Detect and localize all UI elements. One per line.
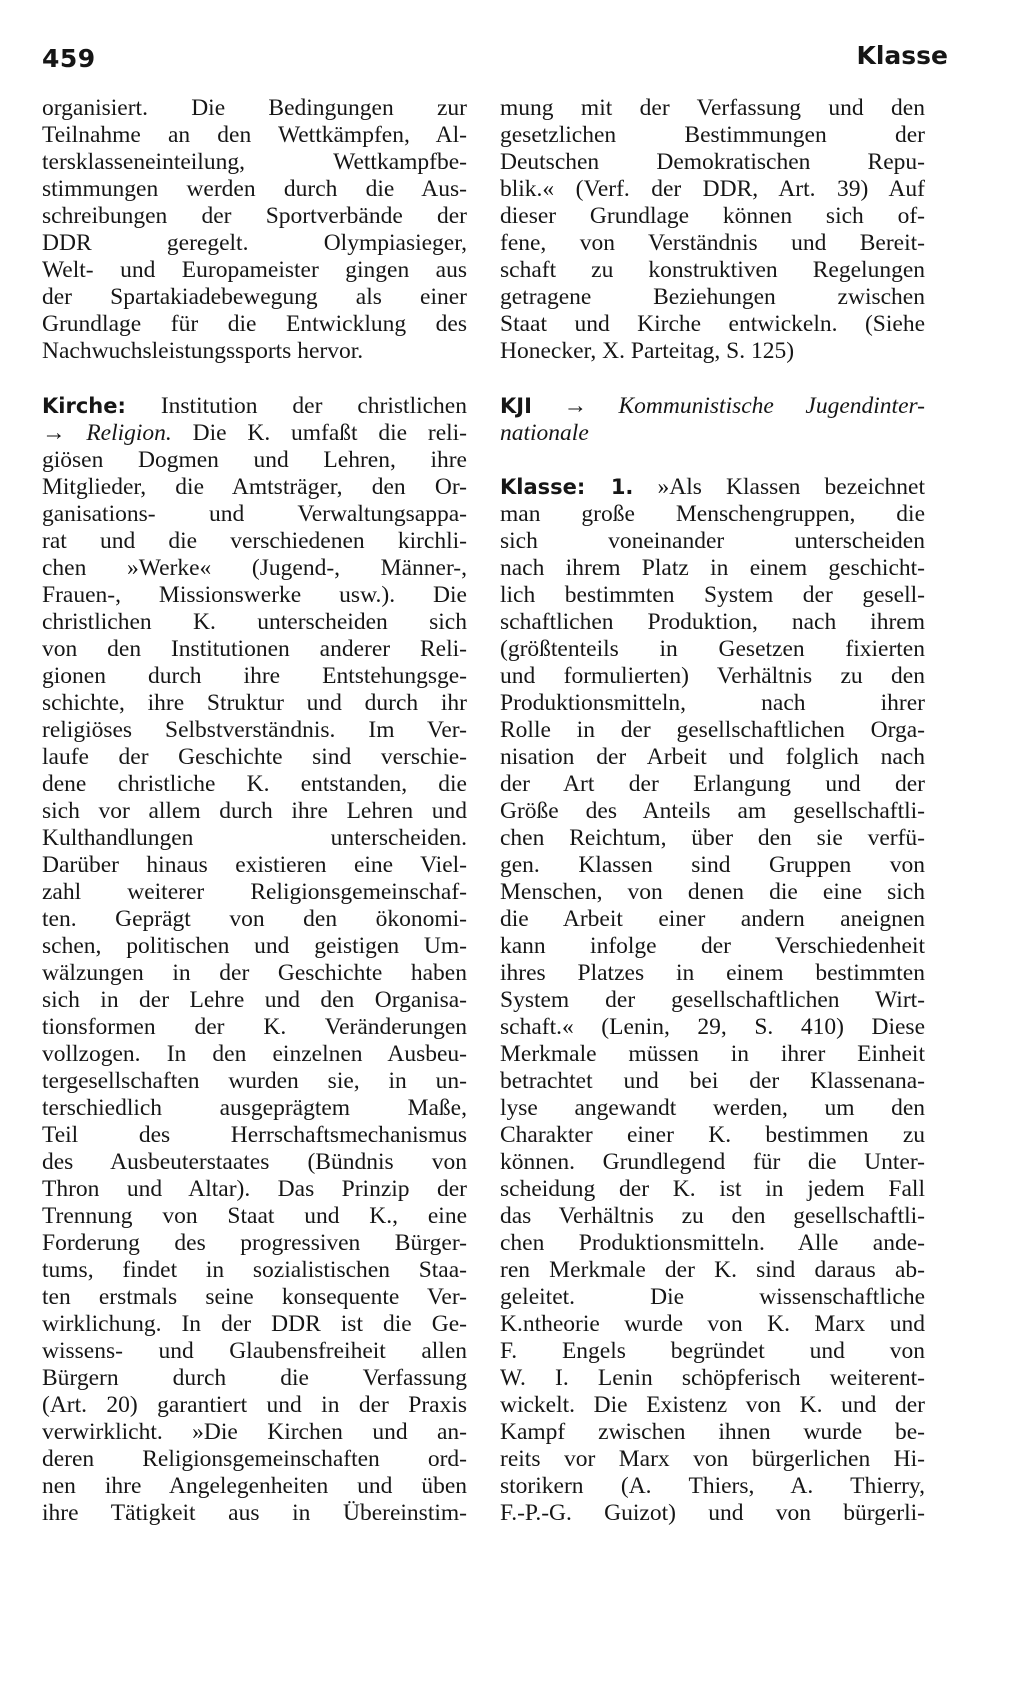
text-line: getragene Beziehungen zwischen [500, 284, 925, 310]
text-line: ihres Platzes in einem bestimmten [500, 960, 925, 986]
text-line: ihre Tätigkeit aus in Übereinstim- [42, 1499, 467, 1526]
text-line: nen ihre Angelegenheiten und üben [42, 1472, 467, 1499]
text-line: chen Produktionsmitteln. Alle ande- [500, 1230, 925, 1256]
text-line [42, 420, 467, 447]
text-line: Bürgern durch die Verfassung [42, 1364, 467, 1391]
text-line: Welt- und Europameister gingen aus [42, 257, 467, 283]
text-line: gen. Klassen sind Gruppen von [500, 852, 925, 878]
text-line: (Art. 20) garantiert und in der Praxis [42, 1391, 467, 1418]
text-line: Teil des Herrschaftsmechanismus [42, 1121, 467, 1148]
text-line: storikern (A. Thiers, A. Thierry, [500, 1473, 925, 1499]
right-column [500, 95, 925, 1527]
text-line: Staat und Kirche entwickeln. (Siehe [500, 311, 925, 337]
text-line: blik.« (Verf. der DDR, Art. 39) Auf [500, 176, 925, 202]
text-line: können. Grundlegend für die Unter- [500, 1149, 925, 1175]
text-line: Forderung des progressiven Bürger- [42, 1229, 467, 1256]
text-line: stimmungen werden durch die Aus- [42, 176, 467, 202]
text-line: sich in der Lehre und den Organisa- [42, 986, 467, 1013]
text-line: schaftlichen Produktion, nach ihrem [500, 609, 925, 635]
text-line: geleitet. Die wissenschaftliche [500, 1284, 925, 1310]
text-line: schaft zu konstruktiven Regelungen [500, 257, 925, 283]
text-line: zahl weiterer Religionsgemeinschaf- [42, 878, 467, 905]
text-line: DDR geregelt. Olympiasieger, [42, 230, 467, 256]
text-line: rat und die verschiedenen kirchli- [42, 527, 467, 554]
text-line: betrachtet und bei der Klassenana- [500, 1068, 925, 1094]
text-line: schichte, ihre Struktur und durch ihr [42, 689, 467, 716]
text-line: religiöses Selbstverständnis. Im Ver- [42, 716, 467, 743]
left-column [42, 95, 467, 1527]
text-line: chen »Werke« (Jugend-, Männer-, [42, 554, 467, 581]
text-line: Kulthandlungen unterscheiden. [42, 824, 467, 851]
text-line: F. Engels begründet und von [500, 1338, 925, 1364]
text-line: Grundlage für die Entwicklung des [42, 311, 467, 337]
text-line: und formulierten) Verhältnis zu den [500, 663, 925, 689]
text-line: dieser Grundlage können sich of- [500, 203, 925, 229]
text-line: Honecker, X. Parteitag, S. 125) [500, 338, 795, 364]
text-line: fene, von Verständnis und Bereit- [500, 230, 925, 256]
text-line: Kampf zwischen ihnen wurde be- [500, 1419, 925, 1445]
text-line: des Ausbeuterstaates (Bündnis von [42, 1148, 467, 1175]
text-line: Darüber hinaus existieren eine Viel- [42, 851, 467, 878]
text-line: tergesellschaften wurden sie, in un- [42, 1067, 467, 1094]
entry-gap [500, 447, 925, 475]
text-line: schen, politischen und geistigen Um- [42, 932, 467, 959]
text-line: sich voneinander unterscheiden [500, 528, 925, 554]
text-line: wickelt. Die Existenz von K. und der [500, 1392, 925, 1418]
text-line: gionen durch ihre Entstehungsge- [42, 662, 467, 689]
text-line: laufe der Geschichte sind verschie- [42, 743, 467, 770]
entry-gap [500, 365, 925, 393]
text-line: wälzungen in der Geschichte haben [42, 959, 467, 986]
text-line: Mitglieder, die Amtsträger, den Or- [42, 473, 467, 500]
text-line: Produktionsmitteln, nach ihrer [500, 690, 925, 716]
text-line: die Arbeit einer andern aneignen [500, 906, 925, 932]
text-line: (größtenteils in Gesetzen fixierten [500, 636, 925, 662]
text-span: Die K. umfaßt die reli- [192, 419, 468, 446]
text-line: christlichen K. unterscheiden sich [42, 608, 467, 635]
lemma-kirche: Kirche: [42, 393, 126, 418]
entry-kji-headline [500, 393, 925, 420]
text-line: der Spartakiadebewegung als einer [42, 284, 467, 310]
cross-reference-kommunistische-jugendinternationale[interactable]: Kommunistische Jugendinter- [618, 392, 925, 419]
entry-klasse-headline [500, 474, 925, 501]
text-line: terschiedlich ausgeprägtem Maße, [42, 1094, 467, 1121]
text-line: das Verhältnis zu den gesellschaftli- [500, 1203, 925, 1229]
text-line: ren Merkmale der K. sind daraus ab- [500, 1257, 925, 1283]
text-line [500, 420, 925, 447]
text-line: Menschen, von denen die eine sich [500, 879, 925, 905]
text-line: W. I. Lenin schöpferisch weiterent- [500, 1365, 925, 1391]
text-line: ten. Geprägt von den ökonomi- [42, 905, 467, 932]
text-line: vollzogen. In den einzelnen Ausbeu- [42, 1040, 467, 1067]
text-line: nisation der Arbeit und folglich nach [500, 744, 925, 770]
running-head: Klasse [856, 41, 948, 70]
text-line: schaft.« (Lenin, 29, S. 410) Diese [500, 1014, 925, 1040]
text-line: Charakter einer K. bestimmen zu [500, 1122, 925, 1148]
text-line: Trennung von Staat und K., eine [42, 1202, 467, 1229]
text-line: dene christliche K. entstanden, die [42, 770, 467, 797]
text-line: lyse angewandt werden, um den [500, 1095, 925, 1121]
text-line: tums, findet in sozialistischen Staa- [42, 1256, 467, 1283]
text-line: F.-P.-G. Guizot) und von bürgerli- [500, 1500, 925, 1526]
text-line: nach ihrem Platz in einem geschicht- [500, 555, 925, 581]
text-line: Thron und Altar). Das Prinzip der [42, 1175, 467, 1202]
text-line: Teilnahme an den Wettkämpfen, Al- [42, 122, 467, 148]
cross-reference-religion[interactable]: Religion. [86, 419, 172, 446]
text-line: organisiert. Die Bedingungen zur [42, 95, 467, 121]
page-number: 459 [42, 44, 96, 73]
text-line: man große Menschengruppen, die [500, 501, 925, 527]
entry-gap [42, 365, 467, 393]
text-line: Nachwuchsleistungssports hervor. [42, 338, 364, 364]
text-line: System der gesellschaftlichen Wirt- [500, 987, 925, 1013]
text-line: schreibungen der Sportverbände der [42, 203, 467, 229]
text-span: Institution der christlichen [160, 392, 467, 419]
text-line: mung mit der Verfassung und den [500, 95, 925, 121]
lemma-kji: KJI [500, 393, 532, 418]
text-line: scheidung der K. ist in jedem Fall [500, 1176, 925, 1202]
text-line: tionsformen der K. Veränderungen [42, 1013, 467, 1040]
text-line: von den Institutionen anderer Reli- [42, 635, 467, 662]
text-line: Frauen-, Missionswerke usw.). Die [42, 581, 467, 608]
text-line: kann infolge der Verschiedenheit [500, 933, 925, 959]
text-line: chen Reichtum, über den sie verfü- [500, 825, 925, 851]
text-line: reits vor Marx von bürgerlichen Hi- [500, 1446, 925, 1472]
cross-reference-arrow-icon: → [563, 392, 587, 419]
text-line: gesetzlichen Bestimmungen der [500, 122, 925, 148]
text-line: ganisations- und Verwaltungsappa- [42, 500, 467, 527]
cross-reference-continuation[interactable]: nationale [500, 419, 589, 446]
text-line: wissens- und Glaubensfreiheit allen [42, 1337, 467, 1364]
text-line: Rolle in der gesellschaftlichen Orga- [500, 717, 925, 743]
text-line: Größe des Anteils am gesellschaftli- [500, 798, 925, 824]
text-span: »Als Klassen bezeichnet [657, 474, 925, 500]
lemma-klasse: Klasse: 1. [500, 475, 634, 499]
text-line: wirklichung. In der DDR ist die Ge- [42, 1310, 467, 1337]
text-line: sich vor allem durch ihre Lehren und [42, 797, 467, 824]
text-line: Merkmale müssen in ihrer Einheit [500, 1041, 925, 1067]
text-line: giösen Dogmen und Lehren, ihre [42, 446, 467, 473]
text-line: lich bestimmten System der gesell- [500, 582, 925, 608]
text-line: tersklasseneinteilung, Wettkampfbe- [42, 149, 467, 175]
text-line: Deutschen Demokratischen Repu- [500, 149, 925, 175]
text-line: deren Religionsgemeinschaften ord- [42, 1445, 467, 1472]
text-line: K.ntheorie wurde von K. Marx und [500, 1311, 925, 1337]
text-line: der Art der Erlangung und der [500, 771, 925, 797]
cross-reference-arrow-icon: → [42, 419, 66, 446]
text-line: ten erstmals seine konsequente Ver- [42, 1283, 467, 1310]
text-line: verwirklicht. »Die Kirchen und an- [42, 1418, 467, 1445]
entry-kirche-headline [42, 393, 467, 420]
